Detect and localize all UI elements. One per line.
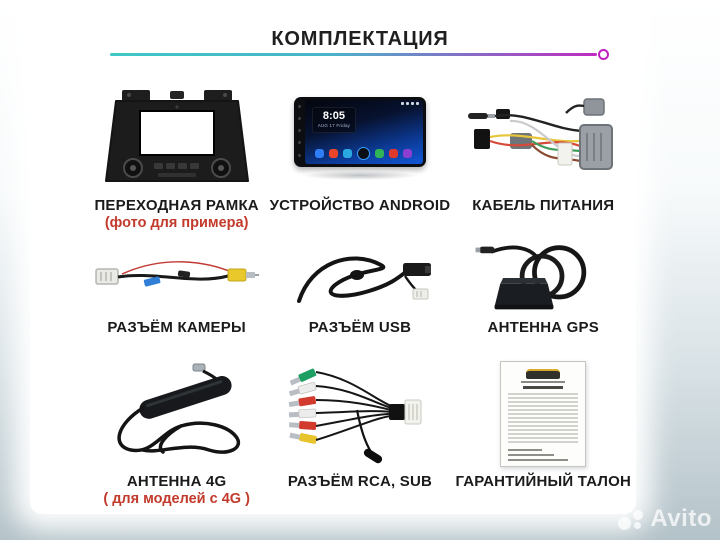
device-screen xyxy=(305,100,423,164)
brand-logo-icon xyxy=(526,369,560,379)
kit-row-3 xyxy=(85,358,635,507)
avito-watermark xyxy=(618,505,712,533)
item-label-4g-antenna: АНТЕННА 4G xyxy=(126,473,227,490)
rca-cable-photo xyxy=(285,358,435,470)
item-label-adapter-frame: ПЕРЕХОДНАЯ РАМКА xyxy=(94,197,259,214)
paper-signature-lines xyxy=(508,449,578,461)
item-label-usb-connector: РАЗЪЁМ USB xyxy=(308,319,412,336)
kit-item-4g-antenna xyxy=(85,358,268,507)
paper-heading-line xyxy=(523,386,563,389)
item-label-android-unit: УСТРОЙСТВО ANDROID xyxy=(269,197,451,214)
clock-time: 8:05 xyxy=(322,110,345,122)
kit-item-adapter-frame xyxy=(85,82,268,231)
paper-text-lines xyxy=(508,392,578,445)
antenna-4g-photo xyxy=(97,362,257,466)
avito-watermark-text: Avito xyxy=(650,505,712,532)
kit-row-2 xyxy=(85,240,635,336)
app-dock xyxy=(305,147,423,160)
kit-item-power-cable xyxy=(452,82,635,231)
page-title: КОМПЛЕКТАЦИЯ xyxy=(271,28,449,50)
kit-item-camera-connector xyxy=(85,240,268,336)
clock-date: AUG 17 Friday xyxy=(317,123,351,128)
item-note-adapter-frame: (фото для примера) xyxy=(104,215,249,231)
power-cable-photo xyxy=(466,91,620,185)
usb-cable-photo xyxy=(285,241,435,315)
title-underline xyxy=(110,53,597,56)
app-icon xyxy=(389,149,398,158)
gps-antenna-photo xyxy=(468,240,618,316)
status-bar xyxy=(401,102,419,105)
item-label-rca-connector: РАЗЪЁМ RCA, SUB xyxy=(287,473,433,490)
item-label-power-cable: КАБЕЛЬ ПИТАНИЯ xyxy=(472,197,615,214)
kit-row-1 xyxy=(85,82,635,231)
app-icon xyxy=(315,149,324,158)
device-shadow xyxy=(301,171,419,180)
adapter-frame-photo xyxy=(102,89,252,187)
bezel-buttons xyxy=(297,105,302,157)
app-icon xyxy=(343,149,352,158)
warranty-card-photo xyxy=(500,361,586,467)
app-icon xyxy=(375,149,384,158)
item-note-4g-antenna: ( для моделей с 4G ) xyxy=(103,491,250,507)
camera-connector-photo xyxy=(94,253,260,303)
kit-item-usb-connector xyxy=(268,240,451,336)
clock-widget xyxy=(312,107,356,133)
app-icon xyxy=(329,149,338,158)
app-icon xyxy=(403,149,412,158)
kit-item-rca-connector xyxy=(268,358,451,507)
item-label-camera-connector: РАЗЪЁМ КАМЕРЫ xyxy=(107,319,246,336)
kit-item-warranty-card xyxy=(452,358,635,507)
kit-item-android-unit xyxy=(268,82,451,231)
gradient-line-end-dot xyxy=(598,49,609,60)
paper-subtitle-line xyxy=(521,381,565,383)
avito-logo-icon xyxy=(618,506,645,533)
item-label-warranty-card: ГАРАНТИЙНЫЙ ТАЛОН xyxy=(455,473,632,490)
kit-item-gps-antenna xyxy=(452,240,635,336)
home-icon xyxy=(357,147,370,160)
item-label-gps-antenna: АНТЕННА GPS xyxy=(487,319,599,336)
android-head-unit-photo xyxy=(294,97,426,167)
